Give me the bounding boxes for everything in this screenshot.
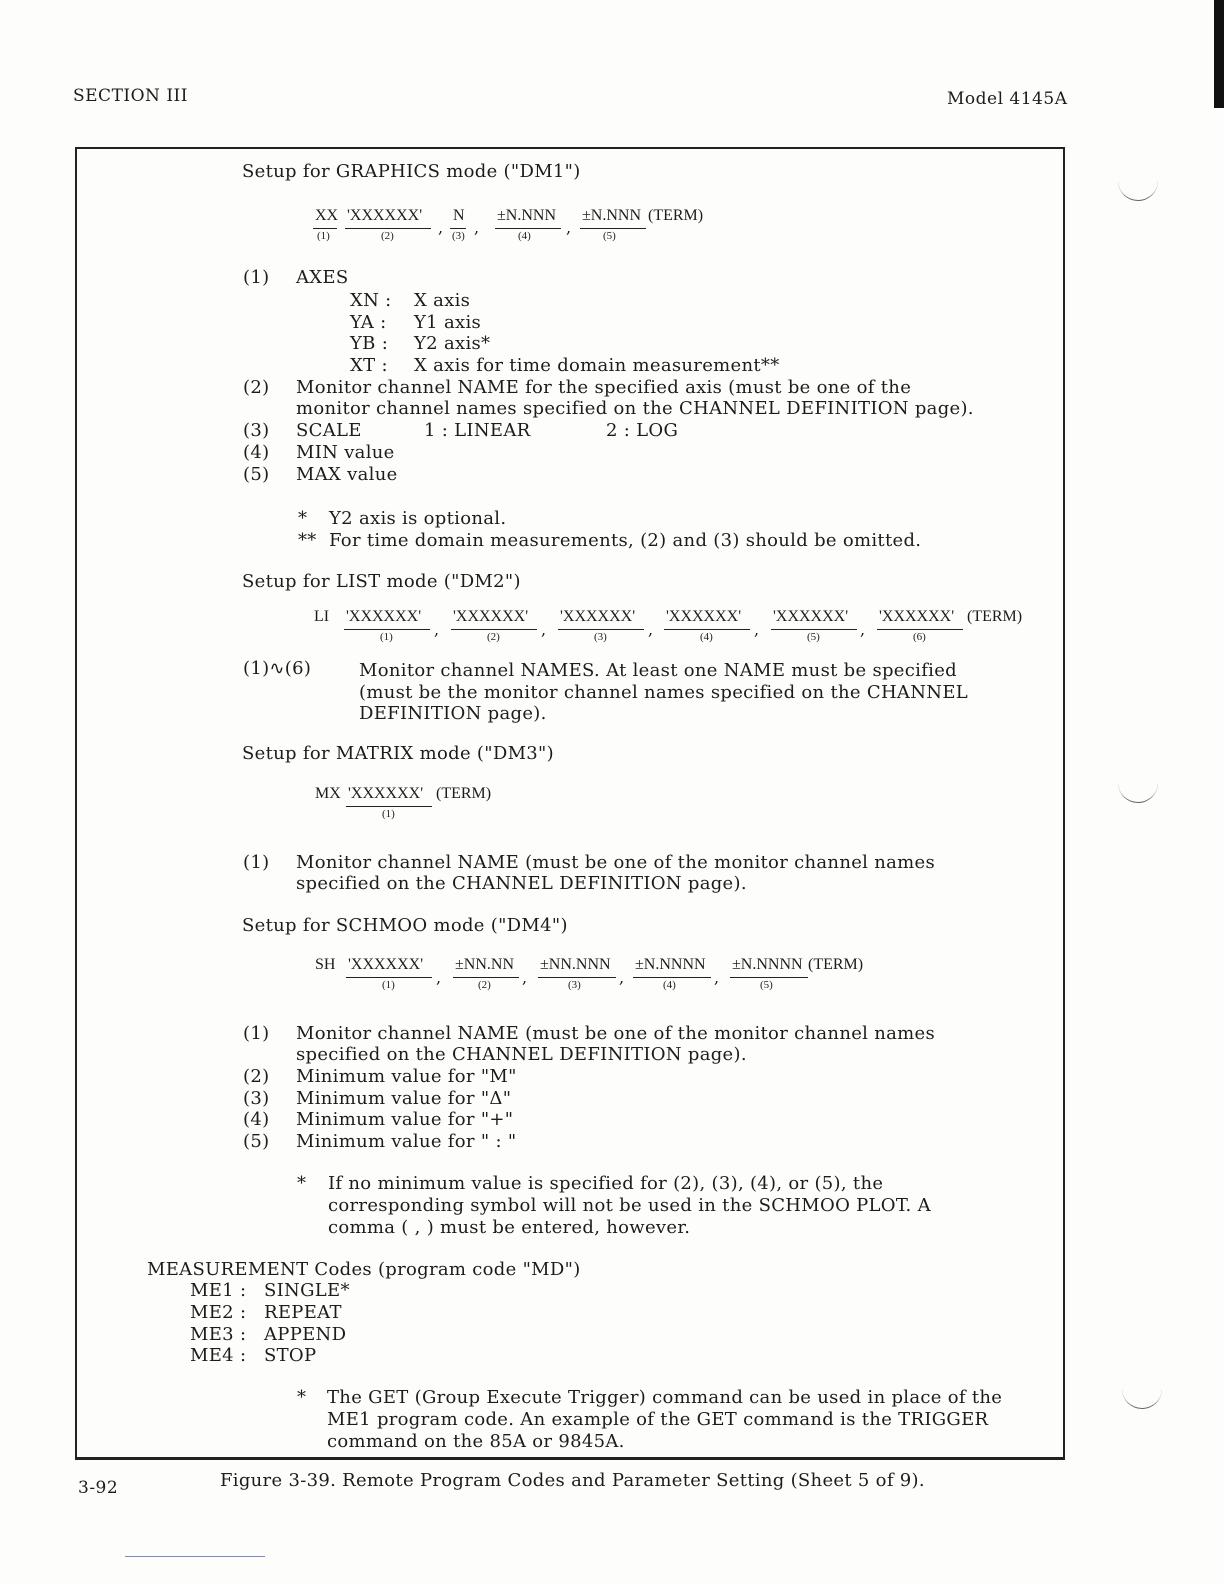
graphics-param-max: ±N.NNN [582,207,641,224]
graphics-param-scale: N [453,207,465,224]
measurement-code: ME1 : [190,1280,247,1301]
page-edge-bar [1214,0,1224,108]
schmoo-param: ±N.NNNN [635,956,706,973]
schmoo-param: ±N.NNNN [732,956,803,973]
measurement-title: MEASUREMENT Codes (program code "MD") [147,1259,581,1280]
list-comma: , [434,620,440,639]
binder-hole-mark [1122,1388,1162,1409]
list-param: 'XXXXXX' [453,608,529,625]
schmoo-sub: (3) [568,979,581,991]
graphics-term: (TERM) [648,207,704,224]
axis-code: XN : [350,290,392,311]
schmoo-param: ±NN.NNN [540,956,611,973]
graphics-item-num: (3) [243,420,270,441]
graphics-sub-2: (2) [381,230,394,242]
axis-code: YB : [350,333,389,354]
axis-desc: Y2 axis* [414,333,491,354]
list-sub: (4) [700,631,713,643]
graphics-item-num: (2) [243,377,270,398]
axis-desc: X axis [414,290,471,311]
graphics-item-text: AXES [296,267,349,288]
graphics-item-text: SCALE [296,420,362,441]
schmoo-sub: (5) [760,979,773,991]
schmoo-item-text: Monitor channel NAME (must be one of the monitor channel names [296,1023,936,1044]
measurement-note-mark: * [297,1387,307,1408]
list-item-line: DEFINITION page). [359,703,547,724]
scan-line [125,1556,265,1557]
measurement-desc: APPEND [264,1324,347,1345]
list-comma: , [754,620,760,639]
measurement-desc: STOP [264,1345,317,1366]
graphics-item-num: (1) [243,267,270,288]
list-item-num: (1)∿(6) [243,658,312,679]
axis-desc: Y1 axis [414,312,482,333]
graphics-item-text: MIN value [296,442,395,463]
schmoo-item-text: Minimum value for "Δ" [296,1088,512,1109]
matrix-item-num: (1) [243,852,270,873]
measurement-note-line: ME1 program code. An example of the GET command is the TRIGGER [327,1409,989,1430]
schmoo-comma: , [522,968,528,987]
axis-code: YA : [350,312,387,333]
graphics-param-min: ±N.NNN [497,207,556,224]
list-sub: (1) [380,631,393,643]
note-text: For time domain measurements, (2) and (3) should be omitted. [329,530,922,551]
note-text: Y2 axis is optional. [329,508,507,529]
list-param: 'XXXXXX' [560,608,636,625]
schmoo-comma: , [436,968,442,987]
graphics-comma: , [438,218,444,237]
model-label: Model 4145A [947,89,1068,109]
note-mark: ** [298,530,317,551]
graphics-param-name: 'XXXXXX' [347,207,423,224]
schmoo-item-num: (2) [243,1066,270,1087]
measurement-code: ME2 : [190,1302,247,1323]
page-number: 3-92 [78,1478,119,1498]
matrix-item-line: Monitor channel NAME (must be one of the monitor channel names [296,852,936,873]
graphics-item-num: (4) [243,442,270,463]
list-comma: , [541,620,547,639]
matrix-prefix: MX [315,785,341,802]
matrix-sub: (1) [382,808,395,820]
schmoo-item-num: (3) [243,1088,270,1109]
list-param: 'XXXXXX' [666,608,742,625]
schmoo-item-text: Minimum value for " : " [296,1131,517,1152]
list-term: (TERM) [967,608,1023,625]
list-item-line: Monitor channel NAMES. At least one NAME must be specified [359,660,957,681]
list-sub: (2) [487,631,500,643]
graphics-item-text: MAX value [296,464,398,485]
schmoo-note-line: comma ( , ) must be entered, however. [328,1217,691,1238]
schmoo-item-num: (4) [243,1109,270,1130]
list-sub: (5) [807,631,820,643]
graphics-comma: , [474,218,480,237]
note-mark: * [298,508,308,529]
list-param: 'XXXXXX' [879,608,955,625]
schmoo-sub: (1) [382,979,395,991]
measurement-note-line: command on the 85A or 9845A. [327,1431,625,1452]
schmoo-item-num: (5) [243,1131,270,1152]
schmoo-sub: (4) [663,979,676,991]
schmoo-param: 'XXXXXX' [348,956,424,973]
graphics-item-num: (5) [243,464,270,485]
axis-desc: X axis for time domain measurement** [414,355,780,376]
section-label: SECTION III [73,86,188,106]
graphics-item-text: Monitor channel NAME for the specified axis (must be one of the [296,377,912,398]
graphics-sub-4: (4) [518,230,531,242]
graphics-sub-5: (5) [603,230,616,242]
schmoo-item-num: (1) [243,1023,270,1044]
list-comma: , [648,620,654,639]
matrix-title: Setup for MATRIX mode ("DM3") [242,743,554,764]
scale-option-linear: 1 : LINEAR [424,420,531,441]
measurement-desc: REPEAT [264,1302,342,1323]
graphics-sub-1: (1) [317,230,330,242]
graphics-title: Setup for GRAPHICS mode ("DM1") [242,161,581,182]
scale-option-log: 2 : LOG [606,420,679,441]
schmoo-item-text: Minimum value for "+" [296,1109,514,1130]
graphics-prefix: XX [315,207,339,224]
matrix-item-line: specified on the CHANNEL DEFINITION page). [296,873,747,894]
list-param: 'XXXXXX' [346,608,422,625]
schmoo-comma: , [714,968,720,987]
list-param: 'XXXXXX' [773,608,849,625]
schmoo-note-mark: * [297,1173,307,1194]
schmoo-prefix: SH [315,956,336,973]
schmoo-comma: , [619,968,625,987]
measurement-code: ME4 : [190,1345,247,1366]
list-comma: , [860,620,866,639]
matrix-term: (TERM) [436,785,492,802]
measurement-note-line: The GET (Group Execute Trigger) command can be used in place of the [327,1387,1003,1408]
schmoo-param: ±NN.NN [455,956,514,973]
list-title: Setup for LIST mode ("DM2") [242,571,521,592]
figure-caption: Figure 3-39. Remote Program Codes and Parameter Setting (Sheet 5 of 9). [220,1470,925,1491]
schmoo-item-text: Minimum value for "M" [296,1066,517,1087]
schmoo-sub: (2) [478,979,491,991]
schmoo-note-line: corresponding symbol will not be used in the SCHMOO PLOT. A [328,1195,931,1216]
matrix-param: 'XXXXXX' [348,785,424,802]
measurement-desc: SINGLE* [264,1280,350,1301]
binder-hole-mark [1118,782,1158,803]
schmoo-item-text: specified on the CHANNEL DEFINITION page). [296,1044,747,1065]
list-item-line: (must be the monitor channel names specified on the CHANNEL [359,682,969,703]
schmoo-note-line: If no minimum value is specified for (2), (3), (4), or (5), the [328,1173,884,1194]
schmoo-title: Setup for SCHMOO mode ("DM4") [242,915,568,936]
measurement-code: ME3 : [190,1324,247,1345]
list-sub: (6) [913,631,926,643]
axis-code: XT : [350,355,388,376]
schmoo-term: (TERM) [808,956,864,973]
binder-hole-mark [1118,180,1158,201]
graphics-sub-3: (3) [452,230,465,242]
graphics-item-text: monitor channel names specified on the CHANNEL DEFINITION page). [296,398,974,419]
list-sub: (3) [594,631,607,643]
graphics-comma: , [566,218,572,237]
list-prefix: LI [314,608,330,625]
